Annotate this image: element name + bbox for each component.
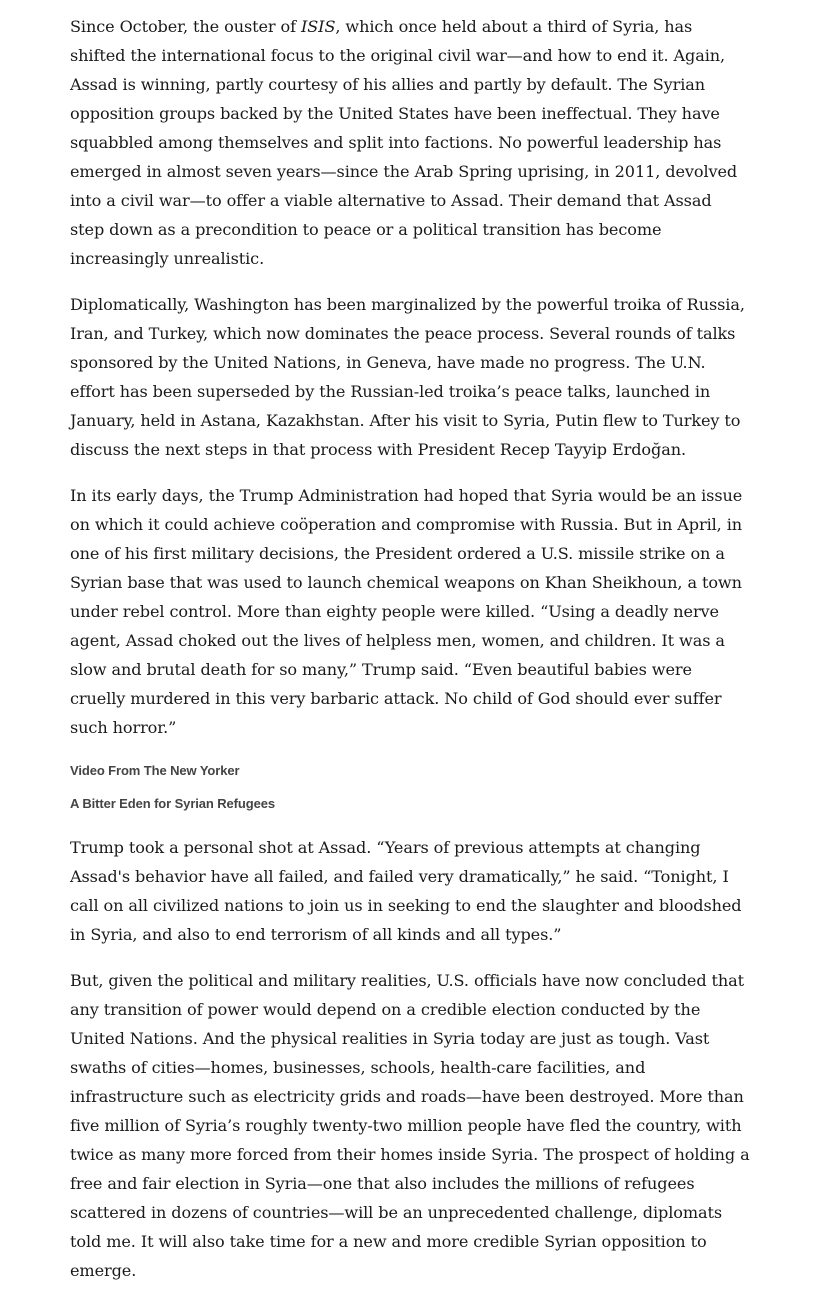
video-kicker: Video From The New Yorker bbox=[70, 763, 240, 778]
paragraph-4: Trump took a personal shot at Assad. “Years of previous attempts at changing Assad's behavior have all failed, and failed very dramatically,” he said. “Tonight, I call on all civilized nations to join us in seeking to end the slaughter and bloodshed in Syria, and also to end terrorism of all kinds and all types.” bbox=[70, 838, 742, 944]
paragraph-1 bbox=[70, 12, 750, 273]
article-body bbox=[70, 12, 750, 1302]
paragraph-1-rest: , which once held about a third of Syria, has shifted the international focus to the original civil war—and how to end it. Again, Assad is winning, partly courtesy of his allies and partly by default. The Syrian opposition groups backed by the United States have been ineffectual. They have squabbled among themselves and split into factions. No powerful leadership has emerged in almost seven years—since the Arab Spring uprising, in 2011, devolved into a civil war—to offer a viable alternative to Assad. Their demand that Assad step down as a precondition to peace or a political transition has become increasingly unrealistic. bbox=[70, 17, 738, 268]
video-title-link[interactable]: A Bitter Eden for Syrian Refugees bbox=[70, 796, 275, 811]
isis-emphasis: ISIS bbox=[301, 17, 336, 36]
paragraph-5: But, given the political and military realities, U.S. officials have now concluded that any transition of power would depend on a credible election conducted by the United Nations. And the physical realities in Syria today are just as tough. Vast swaths of cities—homes, businesses, schools, health-care facilities, and infrastructure such as electricity grids and roads—have been destroyed. More than five million of Syria’s roughly twenty-two million people have fled the country, with twice as many more forced from their homes inside Syria. The prospect of holding a free and fair election in Syria—one that also includes the millions of refugees scattered in dozens of countries—will be an unprecedented challenge, diplomats told me. It will also take time for a new and more credible Syrian opposition to emerge. bbox=[70, 971, 750, 1280]
paragraph-1-lead: Since October, the ouster of bbox=[70, 17, 301, 36]
video-embed bbox=[70, 762, 750, 813]
paragraph-3: In its early days, the Trump Administration had hoped that Syria would be an issue on which it could achieve coöperation and compromise with Russia. But in April, in one of his first military decisions, the President ordered a U.S. missile strike on a Syrian base that was used to launch chemical weapons on Khan Sheikhoun, a town under rebel control. More than eighty people were killed. “Using a deadly nerve agent, Assad choked out the lives of helpless men, women, and children. It was a slow and brutal death for so many,” Trump said. “Even beautiful babies were cruelly murdered in this very barbaric attack. No child of God should ever suffer such horror.” bbox=[70, 486, 743, 737]
paragraph-2: Diplomatically, Washington has been marginalized by the powerful troika of Russia, Iran, and Turkey, which now dominates the peace process. Several rounds of talks sponsored by the United Nations, in Geneva, have made no progress. The U.N. effort has been superseded by the Russian-led troika’s peace talks, launched in January, held in Astana, Kazakhstan. After his visit to Syria, Putin flew to Turkey to discuss the next steps in that process with President Recep Tayyip Erdoğan. bbox=[70, 295, 745, 459]
